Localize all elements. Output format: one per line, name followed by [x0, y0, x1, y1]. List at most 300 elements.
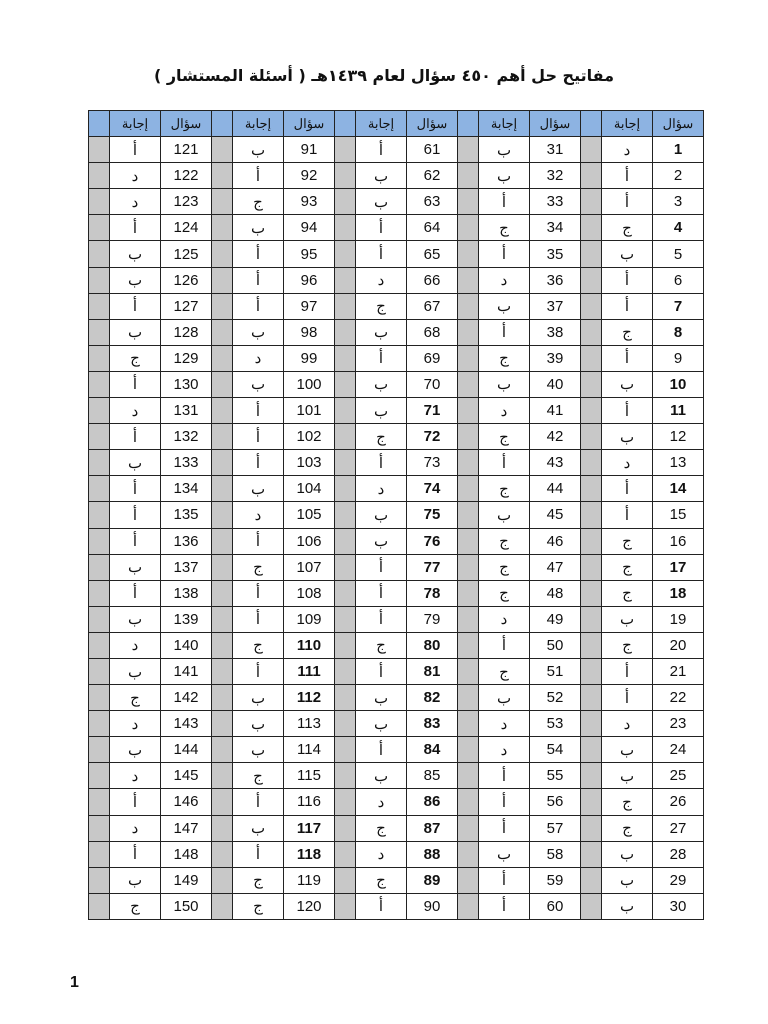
question-number-cell: 28: [653, 841, 704, 867]
separator-cell: [212, 632, 233, 658]
answer-cell: ب: [356, 502, 407, 528]
separator-cell: [89, 815, 110, 841]
separator-cell: [212, 424, 233, 450]
separator-cell: [89, 189, 110, 215]
question-number-cell: 44: [530, 476, 581, 502]
question-number-cell: 51: [530, 658, 581, 684]
separator-cell: [581, 293, 602, 319]
separator-cell: [212, 528, 233, 554]
separator-cell: [89, 893, 110, 919]
separator-cell: [212, 137, 233, 163]
question-number-cell: 9: [653, 345, 704, 371]
question-number-cell: 93: [284, 189, 335, 215]
question-number-cell: 54: [530, 737, 581, 763]
separator-cell: [458, 580, 479, 606]
question-number-cell: 17: [653, 554, 704, 580]
answer-cell: ب: [233, 137, 284, 163]
separator-cell: [212, 893, 233, 919]
answer-cell: أ: [233, 293, 284, 319]
question-number-cell: 50: [530, 632, 581, 658]
separator-cell: [335, 111, 356, 137]
question-number-cell: 59: [530, 867, 581, 893]
question-number-cell: 137: [161, 554, 212, 580]
question-number-cell: 94: [284, 215, 335, 241]
answer-cell: ب: [356, 319, 407, 345]
question-header: سؤال: [653, 111, 704, 137]
answer-cell: ج: [602, 319, 653, 345]
answer-cell: د: [110, 763, 161, 789]
answer-cell: أ: [602, 685, 653, 711]
answer-cell: أ: [356, 893, 407, 919]
question-number-cell: 85: [407, 763, 458, 789]
separator-cell: [89, 580, 110, 606]
table-row: [89, 215, 704, 241]
question-number-cell: 13: [653, 450, 704, 476]
question-number-cell: 100: [284, 371, 335, 397]
answer-cell: ج: [110, 685, 161, 711]
separator-cell: [89, 111, 110, 137]
question-number-cell: 24: [653, 737, 704, 763]
separator-cell: [458, 737, 479, 763]
answer-cell: ج: [479, 658, 530, 684]
separator-cell: [212, 841, 233, 867]
answer-cell: د: [110, 711, 161, 737]
question-number-cell: 124: [161, 215, 212, 241]
separator-cell: [458, 658, 479, 684]
answer-cell: ج: [233, 763, 284, 789]
question-number-cell: 110: [284, 632, 335, 658]
answer-cell: أ: [479, 450, 530, 476]
answer-cell: ب: [110, 606, 161, 632]
answer-cell: أ: [110, 528, 161, 554]
answer-cell: ب: [356, 685, 407, 711]
separator-cell: [458, 867, 479, 893]
question-number-cell: 106: [284, 528, 335, 554]
separator-cell: [335, 737, 356, 763]
table-row: [89, 424, 704, 450]
page-number: 1: [70, 974, 79, 991]
answer-cell: أ: [233, 528, 284, 554]
question-number-cell: 105: [284, 502, 335, 528]
answer-cell: أ: [479, 319, 530, 345]
separator-cell: [212, 737, 233, 763]
question-number-cell: 8: [653, 319, 704, 345]
question-number-cell: 112: [284, 685, 335, 711]
question-number-cell: 138: [161, 580, 212, 606]
separator-cell: [581, 867, 602, 893]
separator-cell: [581, 111, 602, 137]
answer-cell: د: [602, 450, 653, 476]
separator-cell: [458, 476, 479, 502]
answer-cell: أ: [110, 424, 161, 450]
separator-cell: [581, 424, 602, 450]
separator-cell: [89, 215, 110, 241]
separator-cell: [458, 424, 479, 450]
answer-cell: ب: [602, 893, 653, 919]
question-number-cell: 52: [530, 685, 581, 711]
table-row: [89, 815, 704, 841]
question-number-cell: 96: [284, 267, 335, 293]
answer-cell: ج: [479, 476, 530, 502]
answer-cell: ب: [479, 293, 530, 319]
separator-cell: [212, 163, 233, 189]
answer-cell: ج: [356, 867, 407, 893]
question-number-cell: 103: [284, 450, 335, 476]
table-row: [89, 137, 704, 163]
answer-cell: ج: [602, 580, 653, 606]
question-number-cell: 46: [530, 528, 581, 554]
question-number-cell: 108: [284, 580, 335, 606]
answer-cell: ب: [233, 319, 284, 345]
question-number-cell: 89: [407, 867, 458, 893]
question-number-cell: 65: [407, 241, 458, 267]
question-number-cell: 90: [407, 893, 458, 919]
question-number-cell: 47: [530, 554, 581, 580]
question-number-cell: 122: [161, 163, 212, 189]
question-number-cell: 143: [161, 711, 212, 737]
question-number-cell: 86: [407, 789, 458, 815]
separator-cell: [335, 763, 356, 789]
header-row: [89, 111, 704, 137]
answer-cell: ج: [602, 815, 653, 841]
question-number-cell: 73: [407, 450, 458, 476]
separator-cell: [581, 763, 602, 789]
separator-cell: [335, 398, 356, 424]
separator-cell: [212, 606, 233, 632]
question-number-cell: 130: [161, 371, 212, 397]
answer-cell: ج: [479, 215, 530, 241]
table-row: [89, 632, 704, 658]
separator-cell: [458, 841, 479, 867]
question-number-cell: 39: [530, 345, 581, 371]
question-number-cell: 125: [161, 241, 212, 267]
answer-cell: ب: [110, 450, 161, 476]
question-number-cell: 25: [653, 763, 704, 789]
question-number-cell: 63: [407, 189, 458, 215]
answer-cell: د: [479, 711, 530, 737]
question-number-cell: 128: [161, 319, 212, 345]
answer-cell: أ: [110, 841, 161, 867]
separator-cell: [458, 111, 479, 137]
separator-cell: [335, 528, 356, 554]
answer-cell: أ: [479, 893, 530, 919]
separator-cell: [89, 711, 110, 737]
page-title: مفاتيح حل أهم ٤٥٠ سؤال لعام ١٤٣٩هـ ( أسئلة المستشار ): [153, 66, 615, 85]
separator-cell: [212, 580, 233, 606]
question-number-cell: 92: [284, 163, 335, 189]
answer-cell: أ: [233, 163, 284, 189]
separator-cell: [581, 450, 602, 476]
answer-cell: أ: [602, 293, 653, 319]
table-row: [89, 398, 704, 424]
question-number-cell: 60: [530, 893, 581, 919]
separator-cell: [212, 711, 233, 737]
answer-cell: أ: [110, 293, 161, 319]
question-number-cell: 37: [530, 293, 581, 319]
question-number-cell: 32: [530, 163, 581, 189]
answer-cell: ج: [356, 815, 407, 841]
answer-cell: د: [233, 502, 284, 528]
question-number-cell: 135: [161, 502, 212, 528]
answer-cell: أ: [356, 137, 407, 163]
answer-cell: د: [110, 163, 161, 189]
separator-cell: [335, 319, 356, 345]
question-number-cell: 57: [530, 815, 581, 841]
separator-cell: [212, 502, 233, 528]
question-number-cell: 11: [653, 398, 704, 424]
separator-cell: [335, 267, 356, 293]
separator-cell: [89, 476, 110, 502]
question-number-cell: 132: [161, 424, 212, 450]
question-number-cell: 74: [407, 476, 458, 502]
question-number-cell: 136: [161, 528, 212, 554]
separator-cell: [212, 450, 233, 476]
separator-cell: [581, 685, 602, 711]
answer-cell: د: [602, 711, 653, 737]
answer-cell: ب: [602, 867, 653, 893]
answer-cell: ج: [602, 215, 653, 241]
answer-cell: ب: [602, 241, 653, 267]
answer-cell: د: [110, 815, 161, 841]
answer-cell: أ: [479, 189, 530, 215]
separator-cell: [89, 528, 110, 554]
separator-cell: [581, 528, 602, 554]
separator-cell: [335, 580, 356, 606]
separator-cell: [581, 893, 602, 919]
answer-cell: ب: [479, 502, 530, 528]
question-number-cell: 131: [161, 398, 212, 424]
answer-cell: ب: [479, 137, 530, 163]
question-number-cell: 78: [407, 580, 458, 606]
table-row: [89, 711, 704, 737]
question-number-cell: 35: [530, 241, 581, 267]
separator-cell: [581, 658, 602, 684]
separator-cell: [212, 319, 233, 345]
separator-cell: [335, 424, 356, 450]
separator-cell: [89, 241, 110, 267]
separator-cell: [458, 345, 479, 371]
separator-cell: [89, 789, 110, 815]
table-row: [89, 685, 704, 711]
answer-cell: ب: [233, 215, 284, 241]
answer-cell: ب: [110, 319, 161, 345]
separator-cell: [89, 163, 110, 189]
answer-cell: ب: [356, 528, 407, 554]
answer-cell: ب: [602, 763, 653, 789]
answer-cell: أ: [356, 580, 407, 606]
separator-cell: [581, 241, 602, 267]
question-number-cell: 23: [653, 711, 704, 737]
separator-cell: [89, 398, 110, 424]
answer-key-table: [88, 110, 704, 920]
answer-cell: أ: [233, 398, 284, 424]
question-number-cell: 117: [284, 815, 335, 841]
separator-cell: [335, 711, 356, 737]
question-number-cell: 68: [407, 319, 458, 345]
answer-cell: ب: [233, 737, 284, 763]
question-number-cell: 87: [407, 815, 458, 841]
separator-cell: [581, 371, 602, 397]
separator-cell: [89, 658, 110, 684]
separator-cell: [212, 815, 233, 841]
question-number-cell: 116: [284, 789, 335, 815]
question-number-cell: 69: [407, 345, 458, 371]
question-number-cell: 33: [530, 189, 581, 215]
table-row: [89, 867, 704, 893]
table-row: [89, 737, 704, 763]
separator-cell: [458, 685, 479, 711]
separator-cell: [458, 606, 479, 632]
separator-cell: [458, 163, 479, 189]
separator-cell: [458, 711, 479, 737]
answer-cell: ج: [602, 789, 653, 815]
separator-cell: [458, 215, 479, 241]
separator-cell: [458, 241, 479, 267]
separator-cell: [581, 737, 602, 763]
table-row: [89, 189, 704, 215]
separator-cell: [89, 293, 110, 319]
answer-cell: أ: [233, 241, 284, 267]
answer-cell: أ: [356, 737, 407, 763]
separator-cell: [212, 398, 233, 424]
question-number-cell: 144: [161, 737, 212, 763]
question-number-cell: 58: [530, 841, 581, 867]
separator-cell: [212, 658, 233, 684]
answer-cell: أ: [479, 867, 530, 893]
separator-cell: [581, 137, 602, 163]
question-number-cell: 123: [161, 189, 212, 215]
question-number-cell: 27: [653, 815, 704, 841]
answer-cell: أ: [233, 658, 284, 684]
question-number-cell: 97: [284, 293, 335, 319]
question-number-cell: 14: [653, 476, 704, 502]
separator-cell: [335, 137, 356, 163]
question-number-cell: 145: [161, 763, 212, 789]
answer-cell: ب: [110, 867, 161, 893]
answer-cell: أ: [356, 554, 407, 580]
question-number-cell: 150: [161, 893, 212, 919]
answer-cell: ب: [602, 606, 653, 632]
separator-cell: [89, 267, 110, 293]
separator-cell: [458, 789, 479, 815]
table-row: [89, 528, 704, 554]
question-number-cell: 66: [407, 267, 458, 293]
question-number-cell: 41: [530, 398, 581, 424]
question-header: سؤال: [161, 111, 212, 137]
answer-cell: د: [233, 345, 284, 371]
answer-cell: أ: [110, 215, 161, 241]
answer-cell: أ: [233, 789, 284, 815]
question-number-cell: 1: [653, 137, 704, 163]
question-number-cell: 81: [407, 658, 458, 684]
separator-cell: [458, 137, 479, 163]
answer-cell: أ: [602, 267, 653, 293]
separator-cell: [458, 528, 479, 554]
table-row: [89, 476, 704, 502]
question-number-cell: 82: [407, 685, 458, 711]
answer-cell: ب: [356, 163, 407, 189]
question-number-cell: 118: [284, 841, 335, 867]
separator-cell: [212, 215, 233, 241]
answer-header: إجابة: [479, 111, 530, 137]
answer-cell: د: [356, 476, 407, 502]
answer-cell: أ: [356, 345, 407, 371]
answer-cell: أ: [602, 398, 653, 424]
separator-cell: [458, 371, 479, 397]
answer-cell: أ: [479, 632, 530, 658]
table-row: [89, 789, 704, 815]
answer-cell: ج: [233, 554, 284, 580]
separator-cell: [458, 293, 479, 319]
answer-cell: أ: [110, 502, 161, 528]
table-row: [89, 841, 704, 867]
question-number-cell: 10: [653, 371, 704, 397]
separator-cell: [335, 189, 356, 215]
question-number-cell: 129: [161, 345, 212, 371]
question-number-cell: 80: [407, 632, 458, 658]
separator-cell: [581, 554, 602, 580]
table-row: [89, 580, 704, 606]
separator-cell: [458, 398, 479, 424]
question-number-cell: 88: [407, 841, 458, 867]
separator-cell: [89, 319, 110, 345]
table-row: [89, 763, 704, 789]
answer-cell: أ: [479, 815, 530, 841]
answer-cell: ب: [356, 763, 407, 789]
question-number-cell: 3: [653, 189, 704, 215]
question-number-cell: 6: [653, 267, 704, 293]
separator-cell: [581, 502, 602, 528]
table-row: [89, 345, 704, 371]
answer-cell: ب: [110, 658, 161, 684]
separator-cell: [335, 293, 356, 319]
separator-cell: [212, 867, 233, 893]
answer-cell: د: [356, 789, 407, 815]
separator-cell: [89, 137, 110, 163]
answer-cell: ب: [233, 711, 284, 737]
separator-cell: [335, 345, 356, 371]
answer-cell: ج: [110, 345, 161, 371]
question-number-cell: 76: [407, 528, 458, 554]
answer-cell: د: [110, 189, 161, 215]
separator-cell: [335, 658, 356, 684]
question-number-cell: 126: [161, 267, 212, 293]
answer-cell: ج: [479, 528, 530, 554]
separator-cell: [581, 632, 602, 658]
separator-cell: [89, 867, 110, 893]
separator-cell: [335, 241, 356, 267]
separator-cell: [335, 841, 356, 867]
separator-cell: [581, 580, 602, 606]
answer-cell: ب: [110, 241, 161, 267]
separator-cell: [89, 841, 110, 867]
answer-cell: د: [602, 137, 653, 163]
separator-cell: [581, 476, 602, 502]
question-number-cell: 109: [284, 606, 335, 632]
separator-cell: [458, 632, 479, 658]
question-number-cell: 49: [530, 606, 581, 632]
question-number-cell: 148: [161, 841, 212, 867]
question-number-cell: 45: [530, 502, 581, 528]
separator-cell: [335, 215, 356, 241]
answer-cell: ج: [110, 893, 161, 919]
answer-cell: ج: [233, 189, 284, 215]
answer-cell: أ: [233, 267, 284, 293]
answer-cell: أ: [479, 763, 530, 789]
question-number-cell: 139: [161, 606, 212, 632]
answer-cell: د: [110, 632, 161, 658]
answer-cell: ج: [479, 580, 530, 606]
